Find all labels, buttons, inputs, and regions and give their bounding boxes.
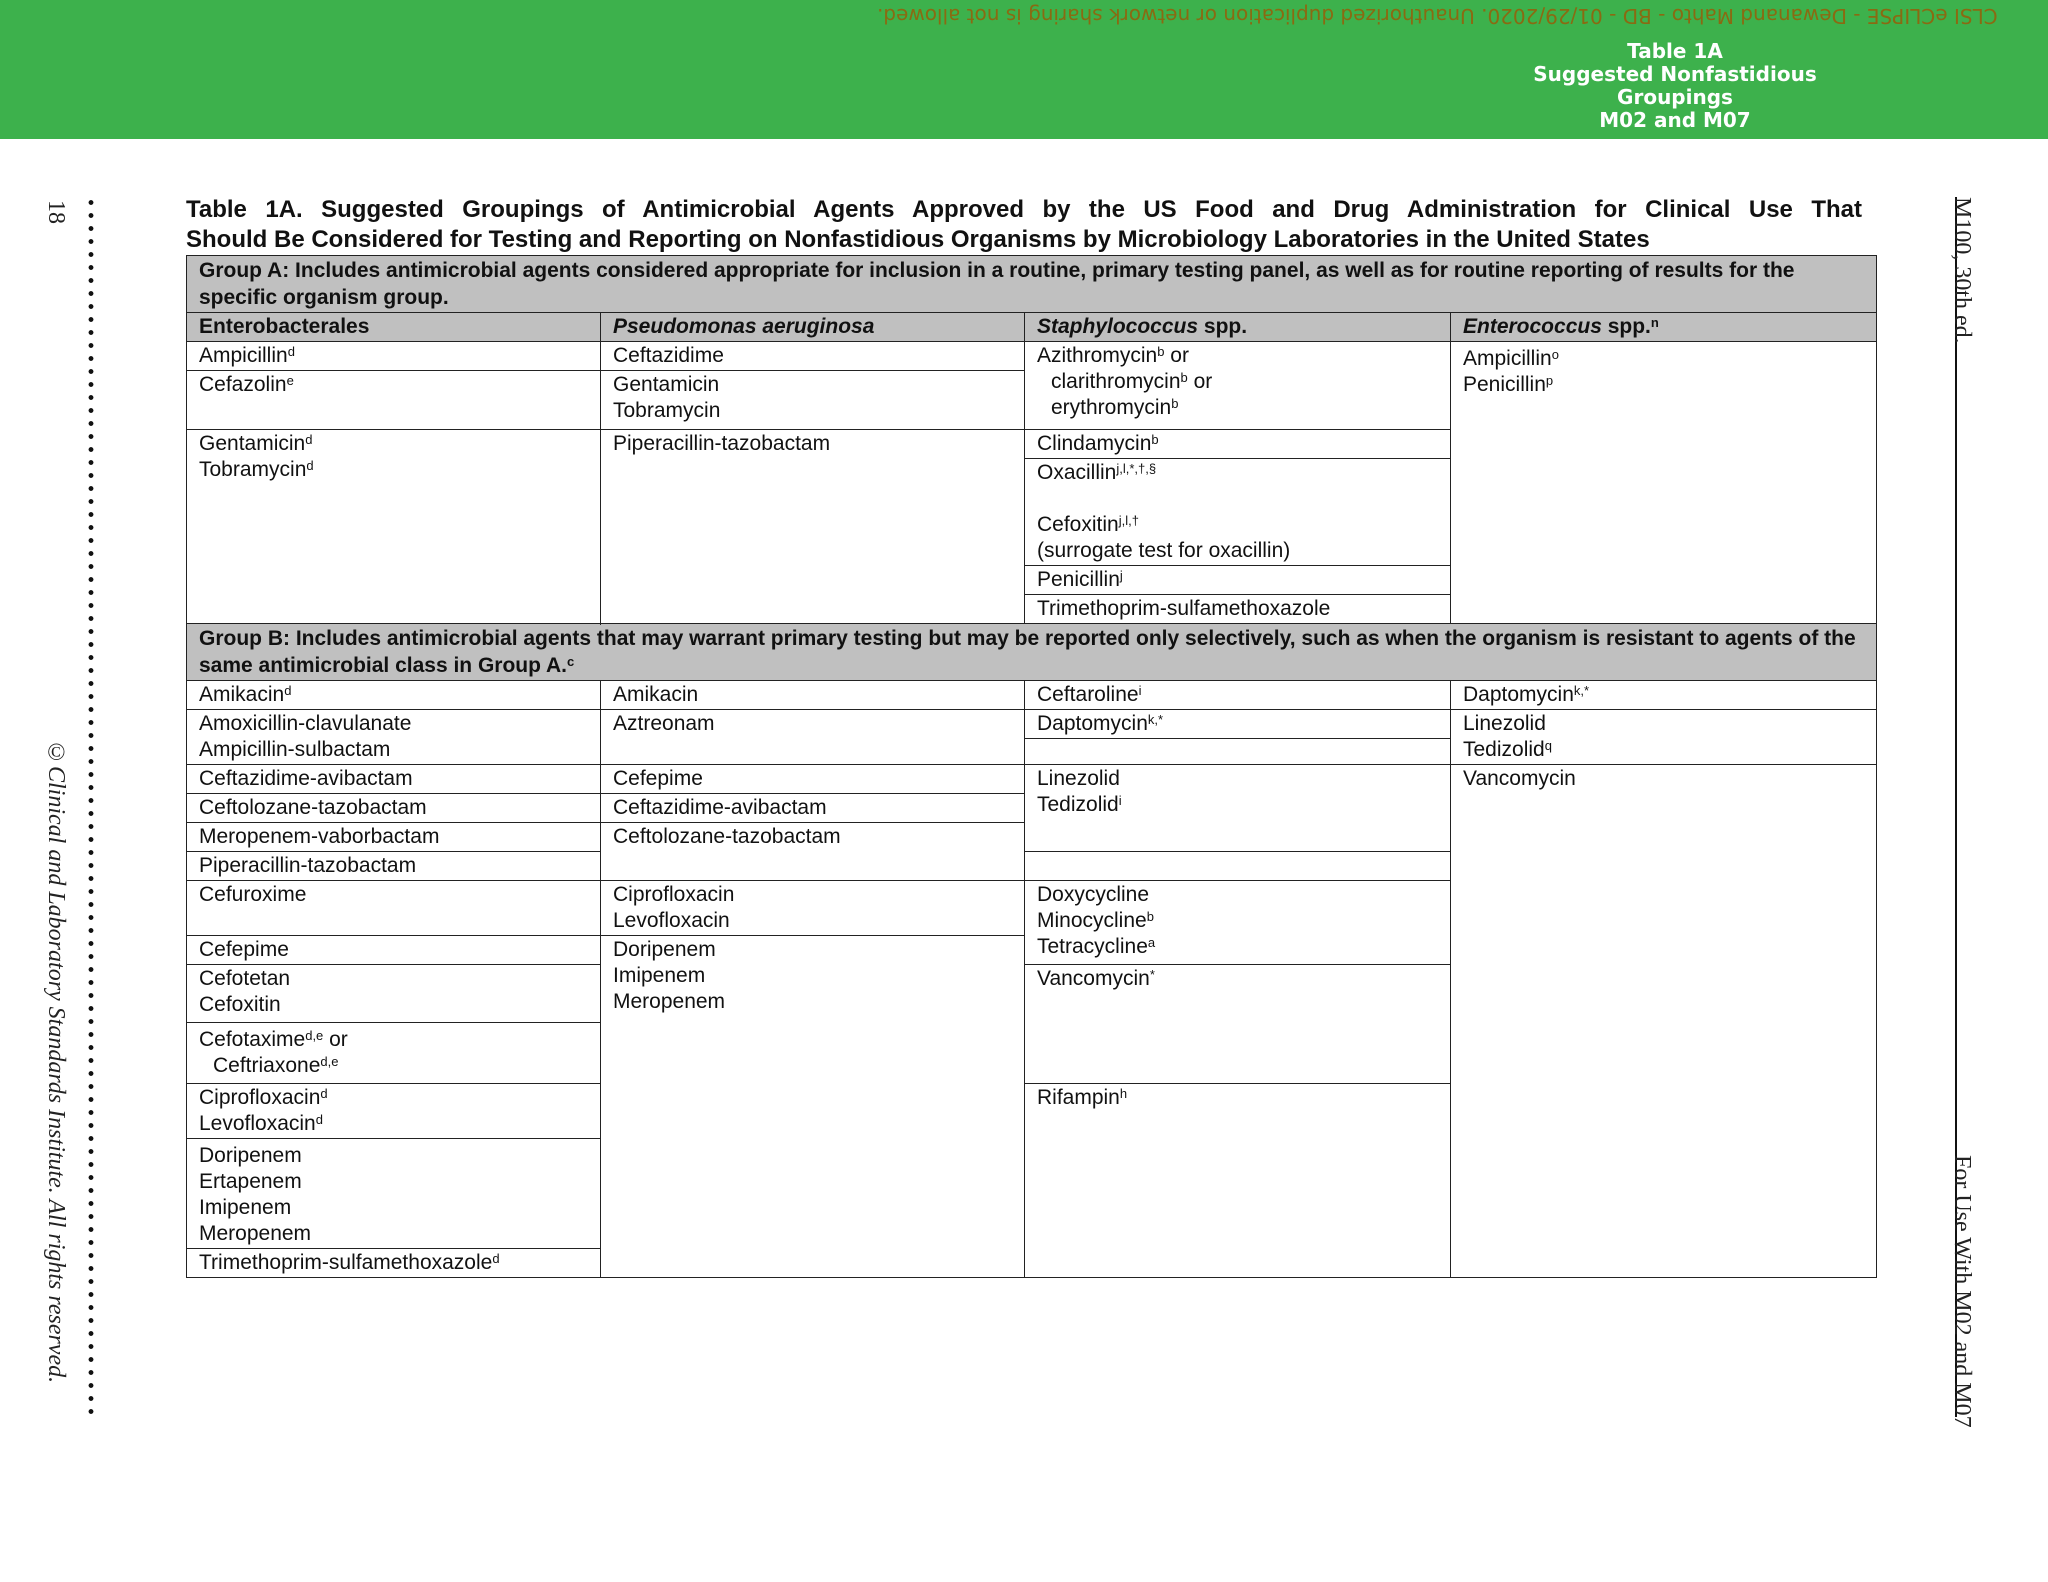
drug-name: Rifampin bbox=[1037, 1086, 1120, 1109]
banner-subtitle: Suggested Nonfastidious Groupings bbox=[1533, 62, 1817, 109]
page-number: 18 bbox=[43, 200, 69, 224]
spacer bbox=[1037, 486, 1438, 512]
cell: Vancomycin bbox=[1451, 765, 1877, 1278]
footnote-marker: d bbox=[284, 683, 292, 698]
cell: Ceftolozane-tazobactam bbox=[187, 794, 601, 823]
table-row bbox=[187, 710, 1877, 765]
drug-name: Ciprofloxacin bbox=[613, 883, 735, 906]
cell bbox=[1025, 852, 1451, 881]
drug-name: Penicillin bbox=[1463, 373, 1546, 396]
drug-name: Linezolid bbox=[1037, 767, 1120, 790]
group-b-heading-row bbox=[187, 624, 1877, 681]
conjunction: or bbox=[323, 1027, 348, 1051]
dotted-margin-rule bbox=[87, 196, 95, 1420]
drug-name: Ertapenem bbox=[199, 1170, 302, 1193]
col-entero-genus: Enterococcus bbox=[1463, 315, 1602, 338]
drug-name: Tedizolid bbox=[1463, 738, 1545, 761]
drug-line bbox=[1463, 346, 1864, 372]
footnote-marker: c bbox=[567, 654, 575, 669]
footnote-marker: h bbox=[1119, 1086, 1128, 1101]
drug-line bbox=[199, 1111, 588, 1137]
drug-line bbox=[1037, 343, 1438, 369]
cell bbox=[187, 1022, 601, 1083]
cell bbox=[1025, 342, 1451, 430]
group-b-heading-text: Group B: Includes antimicrobial agents that may warrant primary testing but may be reported only selectively, such as when the organism is resistant to agents of the same antimicrobial class in Group A. bbox=[199, 627, 1856, 677]
conjunction: or bbox=[1187, 370, 1213, 393]
drug-name: Vancomycin bbox=[1037, 967, 1150, 990]
drug-line bbox=[199, 1085, 588, 1111]
drug-name: Imipenem bbox=[199, 1196, 292, 1219]
drug-name: Meropenem bbox=[613, 990, 726, 1013]
footnote-marker: j,l,*,†,§ bbox=[1116, 461, 1157, 476]
cell bbox=[601, 371, 1025, 430]
drug-line bbox=[1037, 369, 1438, 395]
drug-name: Ampicillin-sulbactam bbox=[199, 738, 391, 761]
drug-line bbox=[1037, 460, 1438, 486]
cell bbox=[1025, 765, 1451, 852]
header-banner bbox=[0, 0, 2048, 139]
cell: Piperacillin-tazobactam bbox=[187, 852, 601, 881]
drug-line bbox=[1463, 372, 1864, 398]
footnote-marker: b bbox=[1151, 432, 1159, 447]
drug-name: Amoxicillin-clavulanate bbox=[199, 712, 412, 735]
conjunction: or bbox=[1164, 344, 1189, 367]
drug-line bbox=[199, 431, 588, 457]
banner-documents: M02 and M07 bbox=[1599, 108, 1751, 132]
col-entero-spp: spp. bbox=[1601, 315, 1651, 338]
cell bbox=[187, 371, 601, 430]
footnote-marker: d bbox=[287, 344, 295, 359]
drug-line bbox=[1037, 934, 1438, 960]
cell: Ceftazidime bbox=[601, 342, 1025, 371]
cell bbox=[187, 1139, 601, 1249]
drug-name: Clindamycin bbox=[1037, 432, 1152, 455]
footnote-marker: o bbox=[1551, 347, 1559, 362]
column-header-row bbox=[187, 313, 1877, 342]
cell bbox=[187, 342, 601, 371]
cell bbox=[1025, 965, 1451, 1084]
cell bbox=[187, 710, 601, 765]
group-a-heading-row bbox=[187, 256, 1877, 313]
cell bbox=[187, 965, 601, 1023]
drug-name: Doripenem bbox=[199, 1144, 302, 1167]
cell: Cefepime bbox=[601, 765, 1025, 794]
cell: Meropenem-vaborbactam bbox=[187, 823, 601, 852]
cell bbox=[187, 430, 601, 624]
table-row bbox=[187, 681, 1877, 710]
footnote-marker: d bbox=[306, 458, 314, 473]
drug-name: Cefoxitin bbox=[199, 993, 281, 1016]
drug-name: Tedizolid bbox=[1037, 793, 1119, 816]
cell bbox=[601, 936, 1025, 1278]
drug-name: Doripenem bbox=[613, 938, 716, 961]
cell: Amikacin bbox=[601, 681, 1025, 710]
footnote-marker: q bbox=[1544, 738, 1552, 753]
group-a-heading: Group A: Includes antimicrobial agents considered appropriate for inclusion in a routine, primary testing panel, as well as for routine reporting of results for the specific organism group. bbox=[187, 256, 1877, 313]
cell bbox=[1025, 430, 1451, 459]
use-with-note: For Use With M02 and M07 bbox=[1949, 1155, 1975, 1428]
footnote-marker: b bbox=[1157, 344, 1165, 359]
antimicrobial-groupings-table bbox=[186, 255, 1877, 1278]
footnote-marker: d bbox=[305, 432, 313, 447]
banner-titles bbox=[1475, 40, 1875, 132]
col-staph-genus: Staphylococcus bbox=[1037, 315, 1199, 338]
footnote-marker: b bbox=[1171, 396, 1179, 411]
col-enterococcus bbox=[1451, 313, 1877, 342]
footnote-marker: d bbox=[315, 1112, 323, 1127]
footnote-marker: i bbox=[1118, 793, 1122, 808]
footnote-marker: d,e bbox=[305, 1027, 324, 1043]
footnote-marker: a bbox=[1147, 935, 1156, 950]
cell bbox=[1025, 710, 1451, 765]
cell bbox=[1025, 681, 1451, 710]
cell bbox=[1451, 710, 1877, 765]
footnote-marker: d bbox=[320, 1086, 328, 1101]
drug-line bbox=[199, 457, 588, 483]
cell bbox=[187, 1249, 601, 1278]
drug-name: Tobramycin bbox=[199, 458, 307, 481]
drug-name: erythromycin bbox=[1051, 396, 1172, 419]
drug-name: Penicillin bbox=[1037, 568, 1120, 591]
drug-name: Daptomycin bbox=[1463, 683, 1574, 706]
cell: Ceftolozane-tazobactam bbox=[601, 823, 1025, 881]
cell: Piperacillin-tazobactam bbox=[601, 430, 1025, 624]
drug-name: Daptomycin bbox=[1037, 712, 1148, 735]
footnote-marker: j bbox=[1119, 568, 1123, 583]
table-title bbox=[186, 195, 1862, 255]
col-pseudomonas-label: Pseudomonas aeruginosa bbox=[613, 315, 875, 338]
drug-name: Cefotetan bbox=[199, 967, 291, 990]
drug-name: clarithromycin bbox=[1051, 370, 1181, 393]
drug-name: Ciprofloxacin bbox=[199, 1086, 321, 1109]
cell: Trimethoprim-sulfamethoxazole bbox=[1025, 595, 1451, 624]
table-row bbox=[187, 765, 1877, 794]
col-enterobacterales: Enterobacterales bbox=[187, 313, 601, 342]
drug-name: Gentamicin bbox=[613, 373, 720, 396]
table-title-line-2: Should Be Considered for Testing and Reporting on Nonfastidious Organisms by Microbiology Laboratories in the United States bbox=[186, 226, 1650, 253]
cell bbox=[1451, 681, 1877, 710]
drug-name: Levofloxacin bbox=[613, 909, 730, 932]
license-watermark: CLSI eCLIPSE - Dewanand Mahto - BD - 01/29/2020. Unauthorized duplication or network sharing is not allowed. bbox=[877, 4, 1998, 28]
cell: Aztreonam bbox=[601, 710, 1025, 765]
cell bbox=[187, 681, 601, 710]
footnote-marker: n bbox=[1650, 315, 1659, 330]
footnote-marker: * bbox=[1149, 967, 1155, 982]
col-pseudomonas bbox=[601, 313, 1025, 342]
drug-name: Ampicillin bbox=[199, 344, 288, 367]
drug-name: Amikacin bbox=[199, 683, 285, 706]
footnote-marker: i bbox=[1138, 683, 1142, 698]
drug-name: Ceftaroline bbox=[1037, 683, 1139, 706]
footnote-marker: e bbox=[286, 373, 294, 388]
cell: Cefuroxime bbox=[187, 881, 601, 936]
drug-line bbox=[1037, 908, 1438, 934]
cell bbox=[1025, 881, 1451, 965]
banner-table-label: Table 1A bbox=[1627, 39, 1723, 63]
drug-name: Tobramycin bbox=[613, 399, 721, 422]
cell: Ceftazidime-avibactam bbox=[187, 765, 601, 794]
cell bbox=[1025, 1084, 1451, 1278]
footnote-marker: j,l,† bbox=[1118, 513, 1139, 528]
footnote-marker: p bbox=[1545, 373, 1554, 388]
drug-name: Minocycline bbox=[1037, 909, 1147, 932]
drug-name: Cefoxitin bbox=[1037, 513, 1119, 536]
drug-name: Levofloxacin bbox=[199, 1112, 316, 1135]
col-staphylococcus bbox=[1025, 313, 1451, 342]
footnote-marker: d bbox=[492, 1251, 500, 1266]
table-title-line-1: Table 1A. Suggested Groupings of Antimicrobial Agents Approved by the US Food and Drug Administration for Clinical Use That bbox=[186, 196, 1862, 223]
drug-name: Cefotaxime bbox=[199, 1027, 306, 1051]
footnote-marker: b bbox=[1146, 909, 1154, 924]
drug-name: Gentamicin bbox=[199, 432, 306, 455]
cell bbox=[1451, 342, 1877, 624]
drug-name: Tetracycline bbox=[1037, 935, 1148, 958]
drug-name: Oxacillin bbox=[1037, 461, 1117, 484]
drug-line bbox=[1025, 710, 1450, 739]
footnote-marker: d,e bbox=[320, 1053, 339, 1069]
cell bbox=[1025, 566, 1451, 595]
drug-name: Azithromycin bbox=[1037, 344, 1158, 367]
drug-name: Trimethoprim-sulfamethoxazole bbox=[199, 1251, 493, 1274]
cell bbox=[1025, 459, 1451, 566]
col-staph-spp: spp. bbox=[1198, 315, 1248, 338]
cell bbox=[187, 1084, 601, 1139]
cell: Ceftazidime-avibactam bbox=[601, 794, 1025, 823]
drug-note: (surrogate test for oxacillin) bbox=[1037, 539, 1291, 562]
drug-line bbox=[1037, 395, 1438, 421]
document-edition: M100, 30th ed. bbox=[1949, 197, 1975, 344]
drug-line bbox=[199, 1027, 588, 1053]
drug-name: Cefazolin bbox=[199, 373, 287, 396]
footnote-marker: b bbox=[1180, 370, 1188, 385]
drug-line bbox=[1463, 737, 1864, 763]
footnote-marker: k,* bbox=[1147, 712, 1164, 727]
group-b-heading bbox=[187, 624, 1877, 681]
drug-line bbox=[1037, 512, 1438, 538]
table-row bbox=[187, 342, 1877, 371]
drug-name: Doxycycline bbox=[1037, 883, 1150, 906]
drug-line bbox=[1037, 792, 1438, 818]
drug-line bbox=[199, 1053, 588, 1079]
drug-name: Ampicillin bbox=[1463, 347, 1552, 370]
drug-name: Ceftriaxone bbox=[213, 1053, 321, 1077]
drug-name: Linezolid bbox=[1463, 712, 1546, 735]
cell bbox=[601, 881, 1025, 936]
cell: Cefepime bbox=[187, 936, 601, 965]
copyright-notice: ©Clinical and Laboratory Standards Institute. All rights reserved. bbox=[43, 740, 69, 1384]
drug-name: Meropenem bbox=[199, 1222, 312, 1245]
drug-name: Imipenem bbox=[613, 964, 706, 987]
footnote-marker: k,* bbox=[1573, 683, 1590, 698]
